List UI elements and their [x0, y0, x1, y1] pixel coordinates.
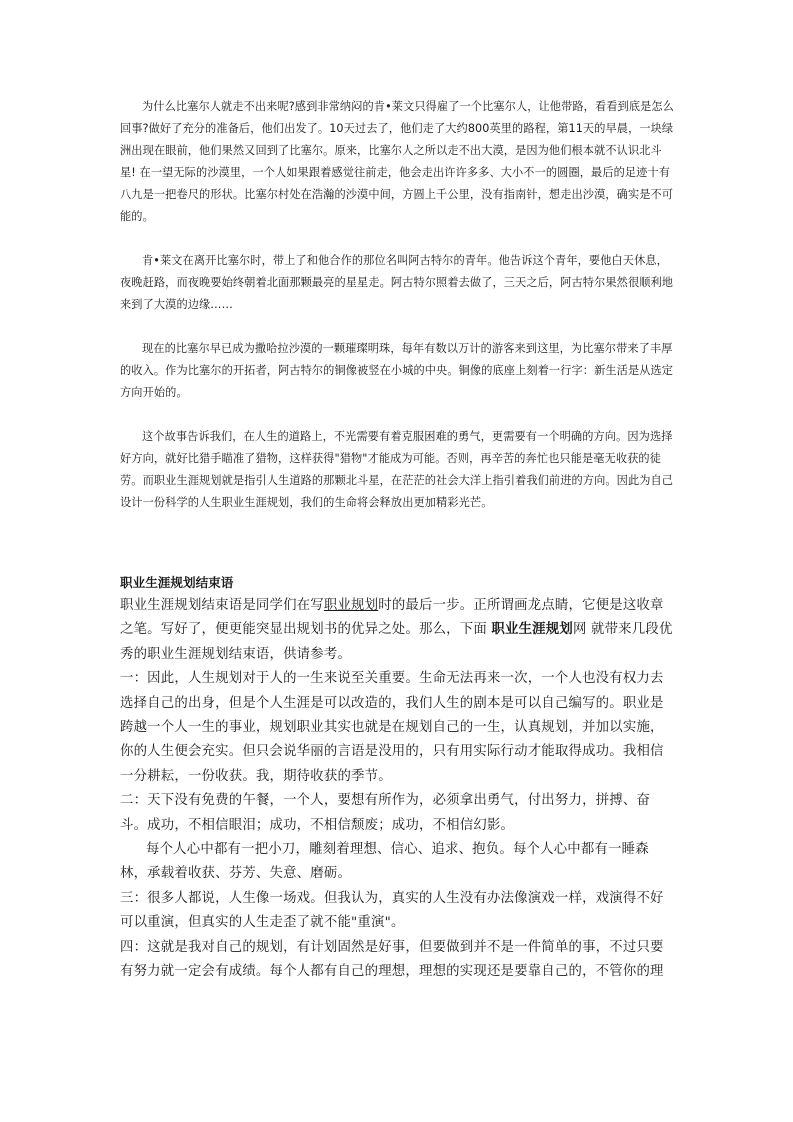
intro-text-b: 时的最后一步。正所谓画龙点睛，它便是这收章之笔。写好了，便更能突显出规划书的优异之处。那么，下面: [120, 598, 664, 638]
remark-item-3: 三：很多人都说，人生像一场戏。但我认为，真实的人生没有办法像演戏一样，戏演得不好可以重演，但真实的人生走歪了就不能"重演"。: [120, 890, 664, 931]
story-paragraph-3: 现在的比塞尔早已成为撒哈拉沙漠的一颗璀璨明珠，每年有数以万计的游客来到这里，为比塞尔带来了丰厚的收入。作为比塞尔的开拓者，阿古特尔的铜像被竖在小城的中央。铜像的底座上刻着一行字：新生活是从选定方向开始的。: [120, 342, 674, 399]
closing-remarks-section: [120, 572, 676, 985]
story-paragraph-4: 这个故事告诉我们，在人生的道路上，不光需要有着克服困难的勇气，更需要有一个明确的方向。因为选择好方向，就好比猎手瞄准了猎物，这样获得"猎物"才能成为可能。否则，再辛苦的奔忙也只能是毫无收获的徒劳。而职业生涯规划就是指引人生道路的那颗北斗星，在茫茫的社会大洋上指引着我们前进的方向。因此为自己设计一份科学的人生职业生涯规划，我们的生命将会释放出更加精彩光芒。: [120, 430, 674, 509]
intro-paragraph: [120, 594, 676, 667]
story-section: [120, 96, 676, 536]
intro-text-a: 职业生涯规划结束语是同学们在写: [120, 598, 324, 613]
remark-item-4: 四：这就是我对自己的规划，有计划固然是好事，但要做到并不是一件简单的事，不过只要有努力就一定会有成绩。每个人都有自己的理想，理想的实现还是要靠自己的，不管你的理: [120, 939, 664, 980]
closing-remarks-body: [120, 594, 676, 985]
career-planning-link[interactable]: 职业规划: [323, 598, 379, 613]
intro-text-c: 网 就带来几段优秀的职业生涯规划结束语，供请参考。: [120, 622, 673, 662]
story-paragraph-2: 肯•莱文在离开比塞尔时，带上了和他合作的那位名叫阿古特尔的青年。他告诉这个青年，要他白天休息，夜晚赶路，而夜晚要始终朝着北面那颗最亮的星星走。阿古特尔照着去做了，三天之后，阿古特尔果然很顺利地来到了大漠的边缘……: [120, 254, 674, 311]
remark-item-1: 一：因此，人生规划对于人的一生来说至关重要。生命无法再来一次，一个人也没有权力去选择自己的出身，但是个人生涯是可以改造的，我们人生的剧本是可以自己编写的。职业是跨越一个人一生的事业，规划职业其实也就是在规划自己的一生，认真规划，并加以实施，你的人生便会充实。但只会说华丽的言语是没用的，只有用实际行动才能取得成功。我相信一分耕耘，一份收获。我，期待收获的季节。: [120, 671, 664, 784]
section-heading: 职业生涯规划结束语: [120, 575, 234, 590]
site-name: 职业生涯规划: [491, 622, 573, 638]
remark-item-2: 二：天下没有免费的午餐，一个人，要想有所作为，必须拿出勇气，付出努力，拼搏、奋斗。成功，不相信眼泪；成功，不相信颓废；成功，不相信幻影。: [120, 793, 651, 833]
story-paragraph-1: 为什么比塞尔人就走不出来呢?感到非常纳闷的肯•莱文只得雇了一个比塞尔人，让他带路，看看到底是怎么回事?做好了充分的准备后，他们出发了。10天过去了，他们走了大约800英里的路程，第11天的早晨，一块绿洲出现在眼前，他们果然又回到了比塞尔。原来，比塞尔人之所以走不出大漠，是因为他们根本就不认识北斗星! 在一望无际的沙漠里，一个人如果跟着感觉往前走，他会走出许许多多、大小不一的圆圈，最后的足迹十有八九是一把卷尺的形状。比塞尔村处在浩瀚的沙漠中间，方圆上千公里，没有指南针，想走出沙漠，确实是不可能的。: [120, 100, 674, 223]
remark-item-2-continued: 每个人心中都有一把小刀，雕刻着理想、信心、追求、抱负。每个人心中都有一睡森林，承载着收获、芬芳、失意、磨砺。: [120, 842, 649, 882]
